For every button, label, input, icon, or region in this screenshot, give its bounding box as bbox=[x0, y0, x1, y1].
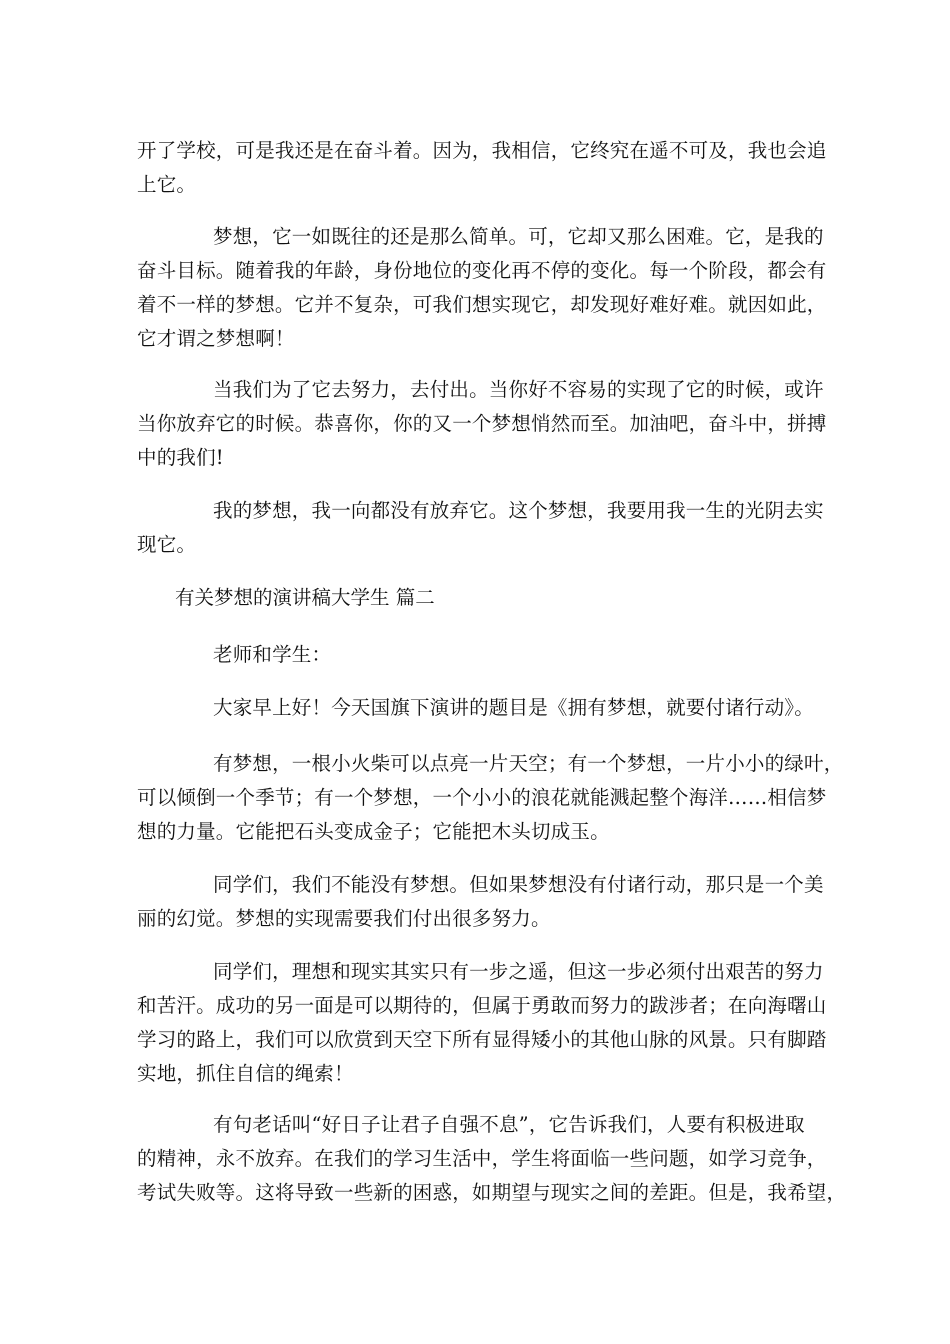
paragraph bbox=[137, 691, 825, 725]
text-line: 梦想，它一如既往的还是那么简单。可，它却又那么困难。它，是我的 bbox=[213, 225, 824, 248]
text-line: 老师和学生： bbox=[213, 643, 332, 666]
text-line: 它才谓之梦想啊！ bbox=[137, 327, 295, 350]
paragraph bbox=[137, 747, 844, 849]
text-line: 和苦汗。成功的另一面是可以期待的，但属于勇敢而努力的跋涉者；在向海曙山 bbox=[137, 994, 827, 1017]
text-line: 想的力量。它能把石头变成金子；它能把木头切成玉。 bbox=[137, 820, 610, 843]
paragraph bbox=[137, 868, 825, 936]
text-line: 学习的路上，我们可以欣赏到天空下所有显得矮小的其他山脉的风景。只有脚踏 bbox=[137, 1028, 827, 1051]
paragraph bbox=[137, 373, 825, 475]
text-line: 有梦想，一根小火柴可以点亮一片天空；有一个梦想，一片小小的绿叶， bbox=[213, 752, 844, 775]
text-line: 我的梦想，我一向都没有放弃它。这个梦想，我要用我一生的光阴去实 bbox=[213, 499, 824, 522]
text-line: 大家早上好！今天国旗下演讲的题目是《拥有梦想，就要付诸行动》。 bbox=[213, 696, 814, 719]
paragraph bbox=[137, 1108, 847, 1210]
text-line: 当你放弃它的时候。恭喜你，你的又一个梦想悄然而至。加油吧，奋斗中，拼搏 bbox=[137, 412, 827, 435]
text-line: 同学们，我们不能没有梦想。但如果梦想没有付诸行动，那只是一个美 bbox=[213, 873, 824, 896]
text-line: 当我们为了它去努力，去付出。当你好不容易的实现了它的时候，或许 bbox=[213, 378, 824, 401]
text-line: 现它。 bbox=[137, 533, 197, 556]
paragraph bbox=[137, 955, 825, 1091]
text-line: 同学们，理想和现实其实只有一步之遥，但这一步必须付出艰苦的努力 bbox=[213, 960, 824, 983]
text-line: 可以倾倒一个季节；有一个梦想，一个小小的浪花就能溅起整个海洋……相信梦 bbox=[137, 786, 827, 809]
paragraph bbox=[137, 220, 825, 356]
paragraph-continuation bbox=[137, 134, 825, 202]
paragraph bbox=[137, 494, 825, 562]
text-line: 上它。 bbox=[137, 173, 197, 196]
text-line: 实地，抓住自信的绳索！ bbox=[137, 1062, 354, 1085]
text-line: 中的我们! bbox=[137, 446, 224, 469]
section-heading: 有关梦想的演讲稿大学生 篇二 bbox=[175, 586, 435, 609]
text-line: 有句老话叫“好日子让君子自强不息”，它告诉我们，人要有积极进取 bbox=[213, 1113, 805, 1136]
text-line: 着不一样的梦想。它并不复杂，可我们想实现它，却发现好难好难。就因如此， bbox=[137, 293, 827, 316]
salutation bbox=[137, 638, 825, 672]
text-line: 的精神，永不放弃。在我们的学习生活中，学生将面临一些问题，如学习竞争， bbox=[137, 1147, 827, 1170]
text-line: 开了学校，可是我还是在奋斗着。因为，我相信，它终究在遥不可及，我也会追 bbox=[137, 139, 827, 162]
text-line: 丽的幻觉。梦想的实现需要我们付出很多努力。 bbox=[137, 907, 551, 930]
text-line: 奋斗目标。随着我的年龄，身份地位的变化再不停的变化。每一个阶段，都会有 bbox=[137, 259, 827, 282]
text-line: 考试失败等。这将导致一些新的困惑，如期望与现实之间的差距。但是，我希望， bbox=[137, 1181, 847, 1204]
